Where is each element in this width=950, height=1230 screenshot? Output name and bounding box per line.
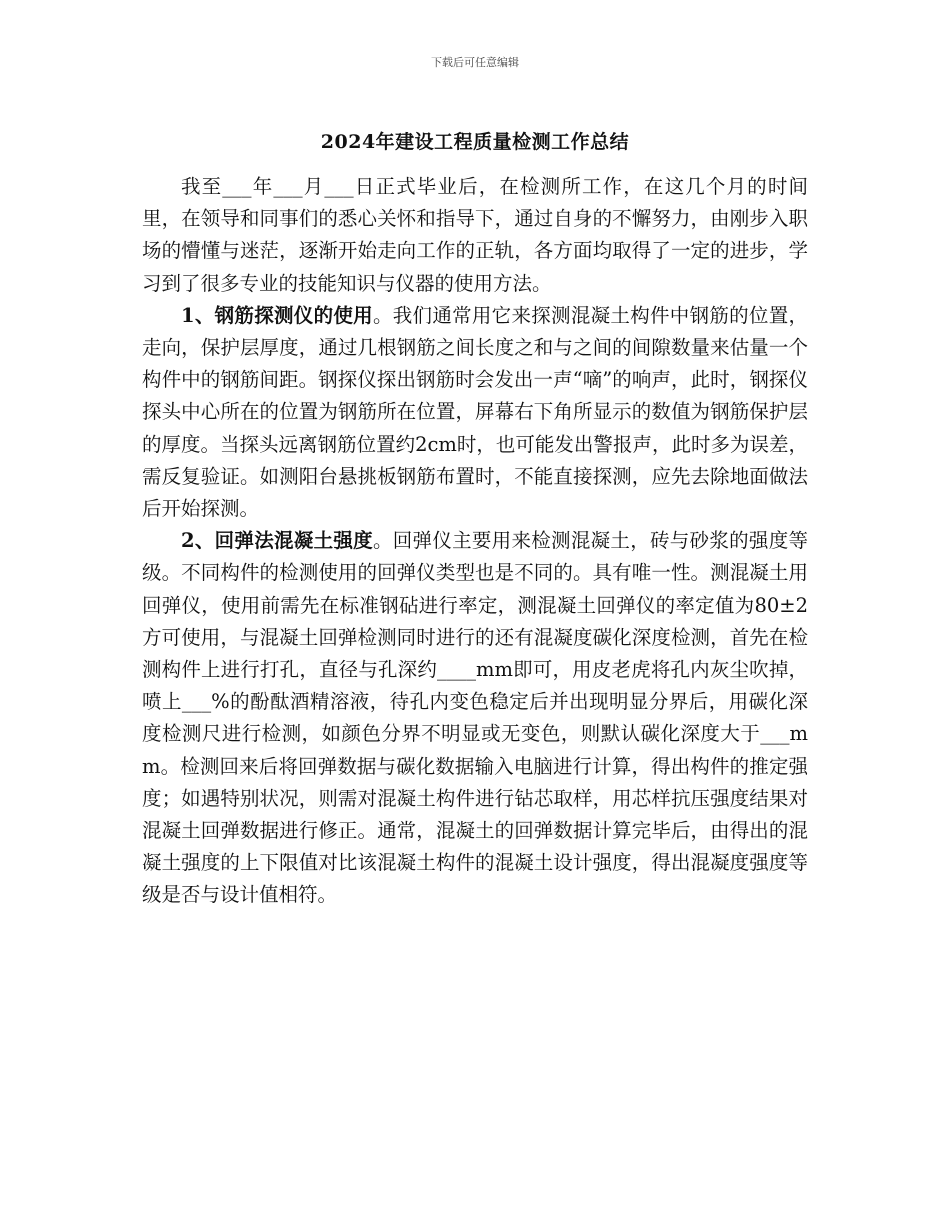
intro-paragraph-text: 我至___年___月___日正式毕业后，在检测所工作，在这几个月的时间里，在领导和同事们的悉心关怀和指导下，通过自身的不懈努力，由刚步入职场的懵懂与迷茫，逐渐开始走向工作的正轨，各方面均取得了一定的进步，学习到了很多专业的技能知识与仪器的使用方法。: [142, 175, 808, 295]
document-title: 2024年建设工程质量检测工作总结: [320, 131, 630, 153]
rebound-method-paragraph: [142, 525, 808, 911]
rebound-method-text: 。回弹仪主要用来检测混凝土，砖与砂浆的强度等级。不同构件的检测使用的回弹仪类型也是不同的。具有唯一性。测混凝土用回弹仪，使用前需先在标准钢砧进行率定，测混凝土回弹仪的率定值为80±2方可使用，与混凝土回弹检测同时进行的还有混凝度碳化深度检测，首先在检测构件上进行打孔，直径与孔深约____mm即可，用皮老虎将孔内灰尘吹掉，喷上___%的酚酞酒精溶液，待孔内变色稳定后并出现明显分界后，用碳化深度检测尺进行检测，如颜色分界不明显或无变色，则默认碳化深度大于___mm。检测回来后将回弹数据与碳化数据输入电脑进行计算，得出构件的推定强度；如遇特别状况，则需对混凝土构件进行钻芯取样，用芯样抗压强度结果对混凝土回弹数据进行修正。通常，混凝土的回弹数据计算完毕后，由得出的混凝土强度的上下限值对比该混凝土构件的混凝土设计强度，得出混凝度强度等级是否与设计值相符。: [142, 529, 808, 907]
rebound-method-heading: 2、回弹法混凝土强度: [181, 529, 373, 553]
header-note: 下载后可任意编辑: [431, 56, 519, 69]
intro-paragraph: [142, 171, 808, 300]
document-body: [142, 171, 808, 912]
rebar-detector-heading: 1、钢筋探测仪的使用: [181, 303, 373, 327]
rebar-detector-text: 。我们通常用它来探测混凝土构件中钢筋的位置，走向，保护层厚度，通过几根钢筋之间长度之和与之间的间隙数量来估量一个构件中的钢筋间距。钢探仪探出钢筋时会发出一声“嘀”的响声，此时，钢探仪探头中心所在的位置为钢筋所在位置，屏幕右下角所显示的数值为钢筋保护层的厚度。当探头远离钢筋位置约2cm时，也可能发出警报声，此时多为误差，需反复验证。如测阳台悬挑板钢筋布置时，不能直接探测，应先去除地面做法后开始探测。: [142, 303, 808, 521]
rebar-detector-paragraph: [142, 300, 808, 525]
